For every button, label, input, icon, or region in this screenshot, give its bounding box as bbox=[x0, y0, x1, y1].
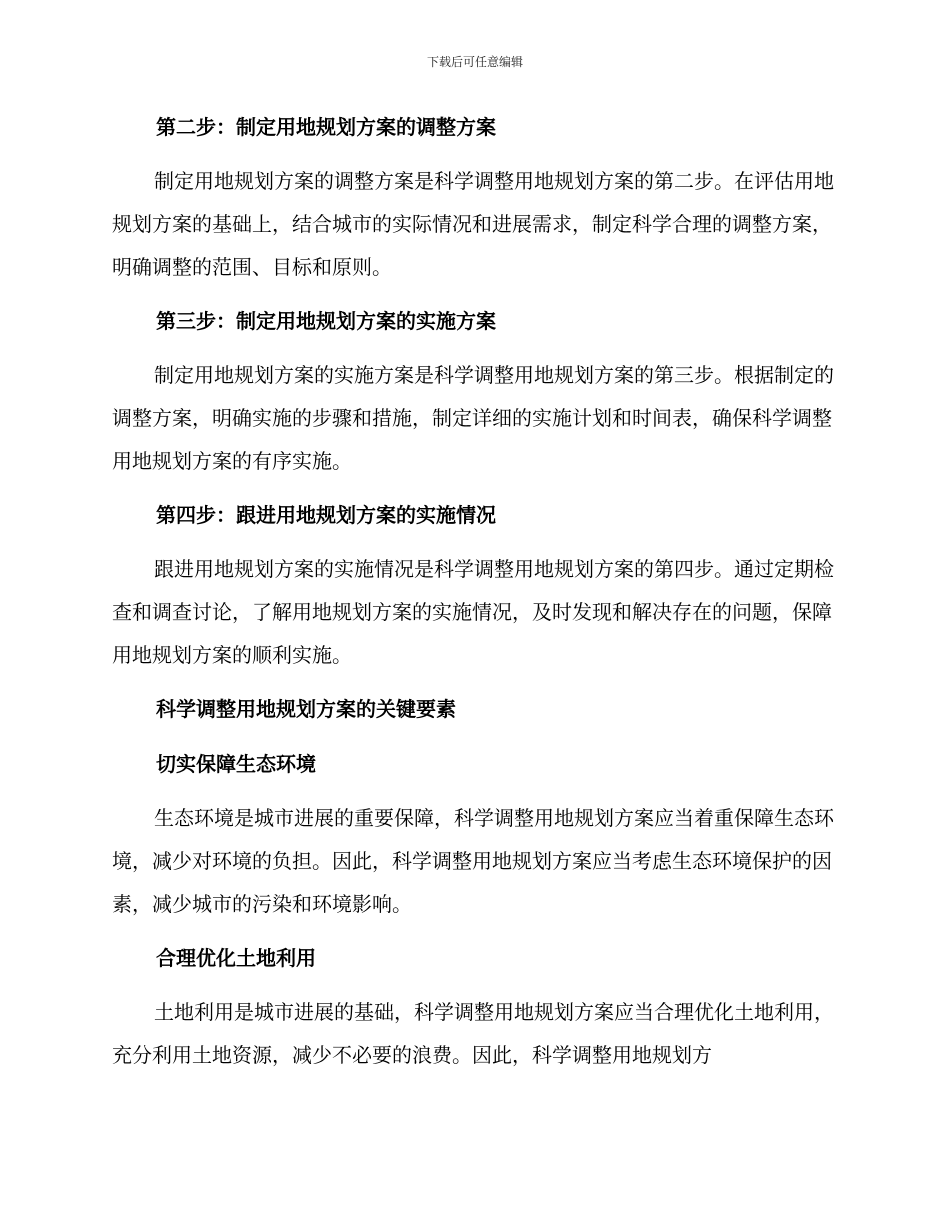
section-heading-step-2: 第二步：制定用地规划方案的调整方案 bbox=[156, 115, 496, 139]
section-heading-step-4: 第四步：跟进用地规划方案的实施情况 bbox=[156, 503, 496, 527]
section-heading-step-3: 第三步：制定用地规划方案的实施方案 bbox=[156, 309, 496, 333]
section-paragraph-land-use: 土地利用是城市进展的基础，科学调整用地规划方案应当合理优化土地利用，充分利用土地资源，减少不必要的浪费。因此，科学调整用地规划方 bbox=[112, 1000, 834, 1067]
section-paragraph-step-2: 制定用地规划方案的调整方案是科学调整用地规划方案的第二步。在评估用地规划方案的基础上，结合城市的实际情况和进展需求，制定科学合理的调整方案，明确调整的范围、目标和原则。 bbox=[112, 169, 834, 279]
section-heading-key-elements: 科学调整用地规划方案的关键要素 bbox=[156, 697, 456, 721]
section-paragraph-ecology: 生态环境是城市进展的重要保障，科学调整用地规划方案应当着重保障生态环境，减少对环境的负担。因此，科学调整用地规划方案应当考虑生态环境保护的因素，减少城市的污染和环境影响。 bbox=[112, 806, 834, 916]
section-paragraph-step-4: 跟进用地规划方案的实施情况是科学调整用地规划方案的第四步。通过定期检查和调查讨论，了解用地规划方案的实施情况，及时发现和解决存在的问题，保障用地规划方案的顺利实施。 bbox=[112, 557, 834, 667]
section-heading-ecology: 切实保障生态环境 bbox=[156, 752, 316, 776]
section-heading-land-use: 合理优化土地利用 bbox=[156, 946, 316, 970]
page-header: 下载后可任意编辑 bbox=[426, 55, 523, 69]
section-paragraph-step-3: 制定用地规划方案的实施方案是科学调整用地规划方案的第三步。根据制定的调整方案，明确实施的步骤和措施，制定详细的实施计划和时间表，确保科学调整用地规划方案的有序实施。 bbox=[112, 363, 834, 473]
